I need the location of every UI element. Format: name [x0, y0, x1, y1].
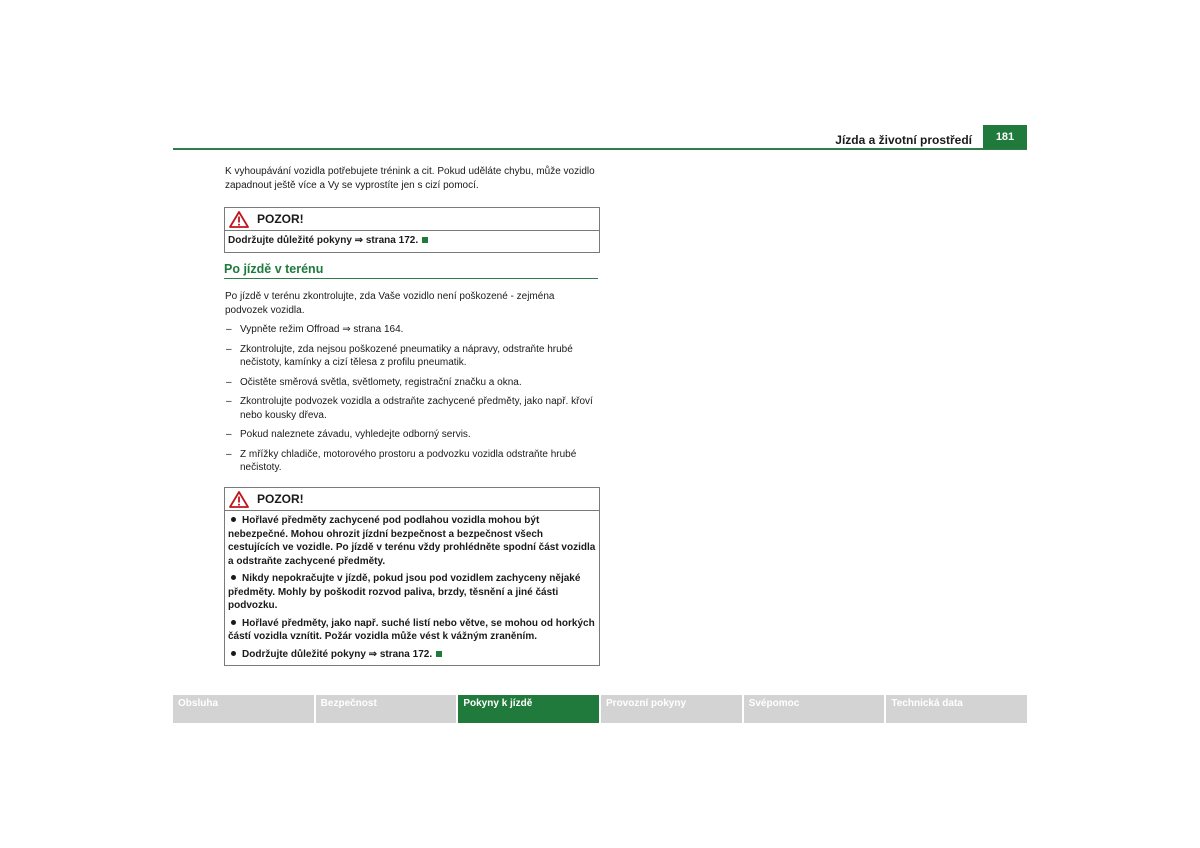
warning-triangle-icon	[229, 211, 249, 228]
page-header-title: Jízda a životní prostředí	[835, 133, 972, 147]
section-heading: Po jízdě v terénu	[224, 262, 598, 279]
page-number: 181	[983, 125, 1027, 149]
warning-header	[225, 208, 599, 231]
section-content	[225, 290, 599, 481]
step-item: – Z mřížky chladiče, motorového prostoru a podvozku vozidla odstraňte hrubé nečistoty.	[225, 448, 599, 475]
warning-item	[228, 648, 596, 662]
warning-item	[228, 572, 596, 613]
bullet-icon	[231, 575, 236, 580]
warning-item-text: Hořlavé předměty zachycené pod podlahou vozidla mohou být nebezpečné. Mohou ohrozit jízdní bezpečnost a bezpečnost všech cestujících ve vozidle. Po jízdě v terénu vždy prohlédněte spodní část vozidla a odstraňte zachycené předměty.	[228, 515, 596, 567]
warning-triangle-icon	[229, 491, 249, 508]
nav-tab-technicka-data[interactable]: Technická data	[886, 695, 1027, 723]
header-rule	[173, 148, 1027, 150]
step-item: – Zkontrolujte podvozek vozidla a odstraňte zachycené předměty, jako např. křoví nebo kousky dřeva.	[225, 395, 599, 422]
warning-box-1	[224, 207, 600, 253]
warning-box-2	[224, 487, 600, 666]
intro-paragraph	[225, 165, 599, 192]
warning-item	[228, 514, 596, 568]
nav-tab-bezpecnost[interactable]: Bezpečnost	[316, 695, 457, 723]
step-item: – Zkontrolujte, zda nejsou poškozené pneumatiky a nápravy, odstraňte hrubé nečistoty, kamínky a cizí tělesa z profilu pneumatik.	[225, 343, 599, 370]
step-item: – Vypněte režim Offroad ⇒ strana 164.	[225, 323, 599, 337]
nav-tab-obsluha[interactable]: Obsluha	[173, 695, 314, 723]
bullet-icon	[231, 651, 236, 656]
warning-header	[225, 488, 599, 511]
nav-tab-provozni-pokyny[interactable]: Provozní pokyny	[601, 695, 742, 723]
nav-tab-svepomoc[interactable]: Svépomoc	[744, 695, 885, 723]
warning-body	[225, 231, 599, 252]
end-marker-icon	[436, 651, 442, 657]
step-item: – Pokud naleznete závadu, vyhledejte odborný servis.	[225, 428, 599, 442]
warning-title: POZOR!	[257, 212, 304, 226]
intro-line-2: zapadnout ještě více a Vy se vyprostíte jen s cizí pomocí.	[225, 179, 479, 191]
end-marker-icon	[422, 237, 428, 243]
warning-body	[225, 511, 599, 665]
warning-item	[228, 617, 596, 644]
warning-item-text: Hořlavé předměty, jako např. suché listí nebo větve, se mohou od horkých částí vozidla vznítit. Požár vozidla může vést k vážným zraněním.	[228, 617, 595, 642]
warning-item-text: Dodržujte důležité pokyny ⇒ strana 172.	[242, 648, 433, 660]
bullet-icon	[231, 517, 236, 522]
intro-line-1: K vyhoupávání vozidla potřebujete trénink a cit. Pokud uděláte chybu, může vozidlo	[225, 166, 595, 177]
bullet-icon	[231, 620, 236, 625]
warning-text: Dodržujte důležité pokyny ⇒ strana 172.	[228, 235, 419, 246]
chapter-nav	[173, 695, 1027, 723]
warning-item-text: Nikdy nepokračujte v jízdě, pokud jsou pod vozidlem zachyceny nějaké předměty. Mohly by poškodit rozvod paliva, brzdy, těsnění a jiné části podvozku.	[228, 573, 581, 611]
warning-title: POZOR!	[257, 492, 304, 506]
step-list	[225, 323, 599, 475]
step-item: – Očistěte směrová světla, světlomety, registrační značku a okna.	[225, 376, 599, 390]
nav-tab-pokyny-k-jizde[interactable]: Pokyny k jízdě	[458, 695, 599, 723]
section-intro: Po jízdě v terénu zkontrolujte, zda Vaše vozidlo není poškozené - zejména podvozek vozidla.	[225, 291, 555, 316]
